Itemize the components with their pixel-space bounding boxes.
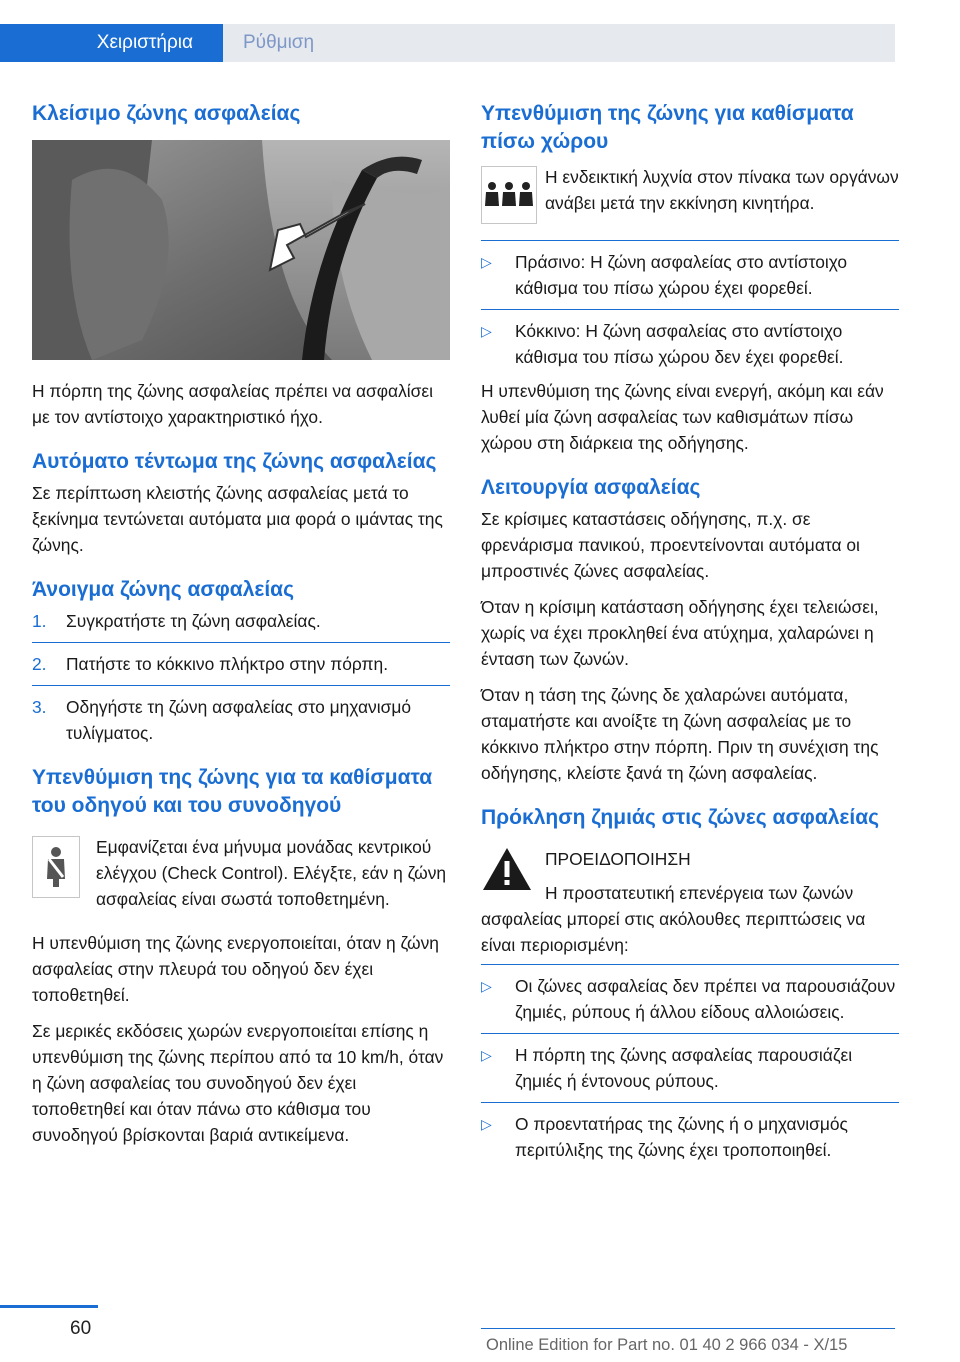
seatbelt-warning-icon [32, 836, 80, 898]
warning-text: Η προστατευτική επενέργεια των ζωνών ασφαλείας μπορεί στις ακόλουθες περιπτώσεις να είναι περιορισμένη: [481, 883, 866, 955]
edition-note: Online Edition for Part no. 01 40 2 966 034 - X/15 [486, 1336, 848, 1354]
safety-function-text-1: Σε κρίσιμες καταστάσεις οδήγησης, π.χ. σε φρενάρισμα πανικού, προεντείνονται αυτόματα οι μπροστινές ζώνες ασφαλείας. [481, 509, 860, 581]
right-column [481, 100, 899, 1171]
seatbelt-photo [32, 140, 450, 360]
footer-rule [0, 1305, 98, 1308]
triangle-bullet-icon: ▷ [481, 323, 492, 339]
tab-adjustment[interactable]: Ρύθμιση [223, 24, 895, 62]
seatbelt-buckle-image [32, 140, 450, 360]
divider [481, 1033, 899, 1034]
warning-label: ΠΡΟΕΙΔΟΠΟΙΗΣΗ [545, 849, 691, 869]
top-navigation [0, 0, 895, 62]
triangle-bullet-icon: ▷ [481, 1047, 492, 1063]
section-title-belt-damage: Πρόκληση ζημιάς στις ζώνες ασφαλείας [481, 806, 880, 829]
list-item: 1. Συγκρατήστε τη ζώνη ασφαλείας. [32, 611, 321, 631]
rear-belt-text: Η υπενθύμιση της ζώνης είναι ενεργή, ακόμη και εάν λυθεί μία ζώνη ασφαλείας των καθισμάτων πίσω χώρου στη διάρκεια της οδήγησης. [481, 381, 884, 453]
rear-belt-status-list [481, 249, 899, 370]
list-item: 2. Πατήστε το κόκκινο πλήκτρο στην πόρπη. [32, 654, 389, 674]
safety-function-text-2: Όταν η κρίσιμη κατάσταση οδήγησης έχει τελειώσει, χωρίς να έχει προκληθεί ένα ατύχημα, χαλαρώνει η ένταση των ζωνών. [481, 597, 879, 669]
list-item: ▷ Κόκκινο: Η ζώνη ασφαλείας στο αντίστοιχο κάθισμα του πίσω χώρου δεν έχει φορεθεί. [481, 318, 899, 370]
fasten-belt-text: Η πόρπη της ζώνης ασφαλείας πρέπει να ασφαλίσει με τον αντίστοιχο χαρακτηριστικό ήχο. [32, 381, 434, 427]
triangle-bullet-icon: ▷ [481, 978, 492, 994]
divider [32, 685, 450, 686]
belt-reminder-icon-text: Εμφανίζεται ένα μήνυμα μονάδας κεντρικού ελέγχου (Check Control). Ελέγξτε, εάν η ζώνη ασφαλείας είναι σωστά τοποθετημένη. [96, 837, 447, 909]
divider [481, 240, 899, 241]
section-title-rear-belt-reminder: Υπενθύμιση της ζώνης για καθίσματα πίσω χώρου [481, 102, 854, 153]
triangle-bullet-icon: ▷ [481, 1116, 492, 1132]
edition-rule [481, 1328, 895, 1329]
belt-reminder-text-1: Η υπενθύμιση της ζώνης ενεργοποιείται, όταν η ζώνη ασφαλείας στην πλευρά του οδηγού δεν έχει τοποθετηθεί. [32, 933, 439, 1005]
tab-controls[interactable]: Χειριστήρια [0, 24, 223, 62]
left-column [32, 100, 450, 1148]
list-item: ▷ Πράσινο: Η ζώνη ασφαλείας στο αντίστοιχο κάθισμα του πίσω χώρου έχει φορεθεί. [481, 249, 899, 301]
divider [481, 1102, 899, 1103]
section-title-front-belt-reminder: Υπενθύμιση της ζώνης για τα καθίσματα του οδηγού και του συνοδηγού [32, 766, 433, 817]
section-title-fasten-belt: Κλείσιμο ζώνης ασφαλείας [32, 102, 301, 125]
belt-reminder-text-2: Σε μερικές εκδόσεις χωρών ενεργοποιείται επίσης η υπενθύμιση της ζώνης περίπου από τα 10 km/h, όταν η ζώνη ασφαλείας του συνοδηγού δεν έχει τοποθετηθεί και όταν πάνω στο κάθισμα του συνοδηγού βρίσκονται βαριά αντικείμενα. [32, 1021, 444, 1145]
list-item: 3. Οδηγήστε τη ζώνη ασφαλείας στο μηχανισμό τυλίγματος. [32, 697, 412, 743]
warning-triangle-icon [481, 846, 533, 892]
page-number: 60 [70, 1318, 92, 1339]
belt-reminder-icon-row [32, 834, 450, 912]
rear-belt-icon-text: Η ενδεικτική λυχνία στον πίνακα των οργάνων ανάβει μετά την εκκίνηση κινητήρα. [545, 167, 899, 213]
open-belt-steps [32, 608, 450, 746]
warning-row [481, 846, 899, 902]
auto-tension-text: Σε περίπτωση κλειστής ζώνης ασφαλείας μετά το ξεκίνημα τεντώνεται αυτόματα μια φορά ο ιμάντας της ζώνης. [32, 483, 443, 555]
divider [481, 309, 899, 310]
section-title-auto-tension: Αυτόματο τέντωμα της ζώνης ασφαλείας [32, 450, 437, 473]
triangle-bullet-icon: ▷ [481, 254, 492, 270]
list-item: ▷ Η πόρπη της ζώνης ασφαλείας παρουσιάζει ζημιές ή έντονους ρύπους. [481, 1042, 899, 1094]
section-title-open-belt: Άνοιγμα ζώνης ασφαλείας [32, 578, 295, 601]
rear-seat-occupants-icon [481, 166, 537, 224]
list-item: ▷ Οι ζώνες ασφαλείας δεν πρέπει να παρουσιάζουν ζημιές, ρύπους ή άλλου είδους αλλοιώσεις. [481, 973, 899, 1025]
section-title-safety-function: Λειτουργία ασφαλείας [481, 476, 701, 499]
divider [32, 642, 450, 643]
list-item: ▷ Ο προεντατήρας της ζώνης ή ο μηχανισμός περιτύλιξης της ζώνης έχει τροποποιηθεί. [481, 1111, 899, 1163]
safety-function-text-3: Όταν η τάση της ζώνης δε χαλαρώνει αυτόματα, σταματήστε και ανοίξτε τη ζώνη ασφαλείας με το κόκκινο πλήκτρο στην πόρπη. Πριν τη συνέχιση της οδήγησης, κλείστε ξανά τη ζώνη ασφαλείας. [481, 685, 879, 783]
divider [481, 964, 899, 965]
belt-damage-list [481, 973, 899, 1163]
rear-belt-icon-row [481, 164, 899, 234]
